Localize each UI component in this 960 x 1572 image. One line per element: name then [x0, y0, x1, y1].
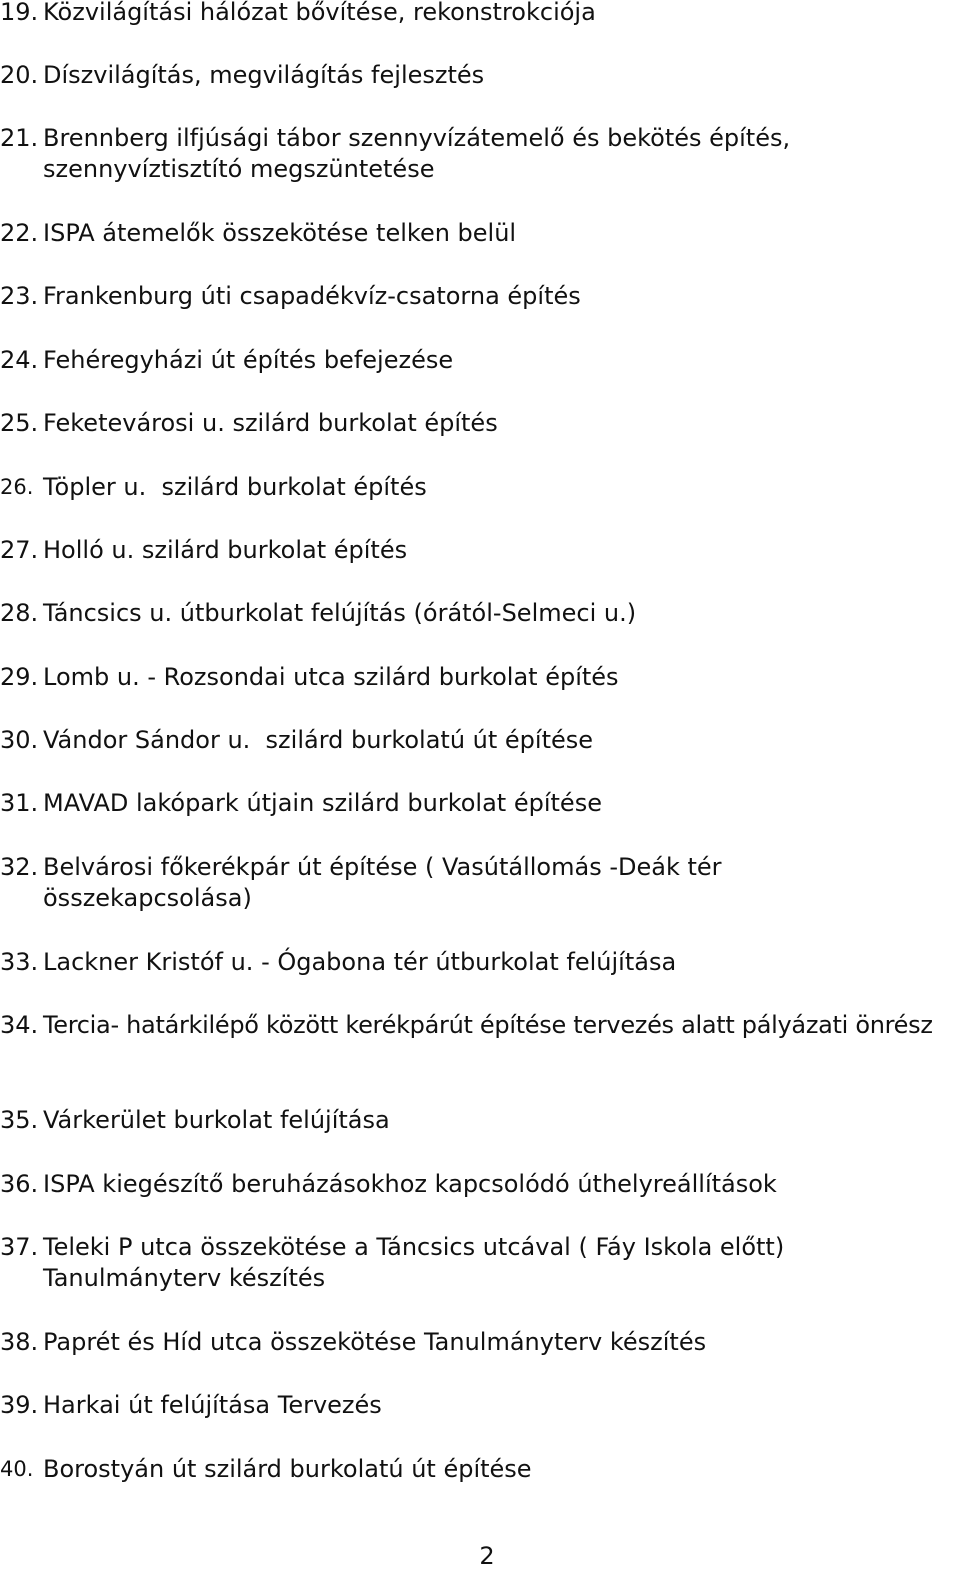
item-text: Közvilágítási hálózat bővítése, rekonstrokciója	[43, 0, 596, 26]
item-number: 22.	[0, 219, 39, 247]
item-text: Díszvilágítás, megvilágítás fejlesztés	[43, 61, 485, 89]
item-text: Paprét és Híd utca összekötése Tanulmányterv készítés	[43, 1328, 707, 1356]
item-number: 37.	[0, 1233, 39, 1261]
item-number: 31.	[0, 789, 39, 817]
item-number: 27.	[0, 536, 39, 564]
item-number: 32.	[0, 853, 39, 881]
list-item	[0, 598, 960, 629]
list-item	[0, 1010, 960, 1041]
item-text: ISPA kiegészítő beruházásokhoz kapcsolódó úthelyreállítások	[43, 1170, 777, 1198]
item-number: 35.	[0, 1106, 39, 1134]
list-item	[0, 1390, 960, 1421]
item-text: Holló u. szilárd burkolat építés	[43, 536, 408, 564]
item-text: Belvárosi főkerékpár út építése ( Vasútállomás -Deák tér összekapcsolása)	[43, 853, 722, 912]
item-text: Harkai út felújítása Tervezés	[43, 1391, 382, 1419]
item-text: Töpler u. szilárd burkolat építés	[43, 473, 427, 501]
list-item	[0, 947, 960, 978]
item-number: 26.	[0, 475, 34, 499]
list-item	[0, 662, 960, 693]
page-number: 2	[479, 1542, 495, 1570]
list-item	[0, 535, 960, 566]
item-text: Feketevárosi u. szilárd burkolat építés	[43, 409, 498, 437]
item-number: 39.	[0, 1391, 39, 1419]
item-text: Táncsics u. útburkolat felújítás (órától-Selmeci u.)	[43, 599, 637, 627]
list-item	[0, 1169, 960, 1200]
item-text: Fehéregyházi út építés befejezése	[43, 346, 454, 374]
item-text: Borostyán út szilárd burkolatú út építése	[43, 1455, 532, 1483]
item-number: 30.	[0, 726, 39, 754]
item-text: MAVAD lakópark útjain szilárd burkolat építése	[43, 789, 602, 817]
list-item	[0, 788, 960, 819]
item-text: Lomb u. - Rozsondai utca szilárd burkolat építés	[43, 663, 619, 691]
item-text: Tercia- határkilépő között kerékpárút építése tervezés alatt pályázati önrész	[43, 1011, 933, 1039]
item-text: ISPA átemelők összekötése telken belül	[43, 219, 517, 247]
item-number: 29.	[0, 663, 39, 691]
item-number: 40.	[0, 1457, 34, 1481]
list-item	[0, 345, 960, 376]
item-number: 19.	[0, 0, 39, 26]
item-number: 24.	[0, 346, 39, 374]
item-number: 25.	[0, 409, 39, 437]
list-item	[0, 1327, 960, 1358]
list-item	[0, 60, 960, 91]
item-number: 38.	[0, 1328, 39, 1356]
list-item	[0, 1105, 960, 1136]
list-item	[0, 472, 960, 503]
item-text: Várkerület burkolat felújítása	[43, 1106, 390, 1134]
list-item	[0, 852, 960, 914]
list-item	[0, 1232, 960, 1294]
item-number: 21.	[0, 124, 39, 152]
item-number: 34.	[0, 1011, 39, 1039]
item-number: 36.	[0, 1170, 39, 1198]
item-number: 23.	[0, 282, 39, 310]
item-number: 28.	[0, 599, 39, 627]
item-text: Frankenburg úti csapadékvíz-csatorna építés	[43, 282, 581, 310]
item-text: Vándor Sándor u. szilárd burkolatú út építése	[43, 726, 594, 754]
item-number: 33.	[0, 948, 39, 976]
list-item	[0, 0, 960, 28]
list-item	[0, 408, 960, 439]
item-number: 20.	[0, 61, 39, 89]
item-text: Lackner Kristóf u. - Ógabona tér útburkolat felújítása	[43, 948, 677, 976]
list-item	[0, 725, 960, 756]
list-item	[0, 1454, 960, 1485]
list-item	[0, 218, 960, 249]
list-item	[0, 123, 960, 185]
item-text: Teleki P utca összekötése a Táncsics utcával ( Fáy Iskola előtt) Tanulmányterv készítés	[43, 1233, 785, 1292]
item-text: Brennberg ilfjúsági tábor szennyvízátemelő és bekötés építés, szennyvíztisztító megszüntetése	[43, 124, 791, 183]
list-item	[0, 281, 960, 312]
